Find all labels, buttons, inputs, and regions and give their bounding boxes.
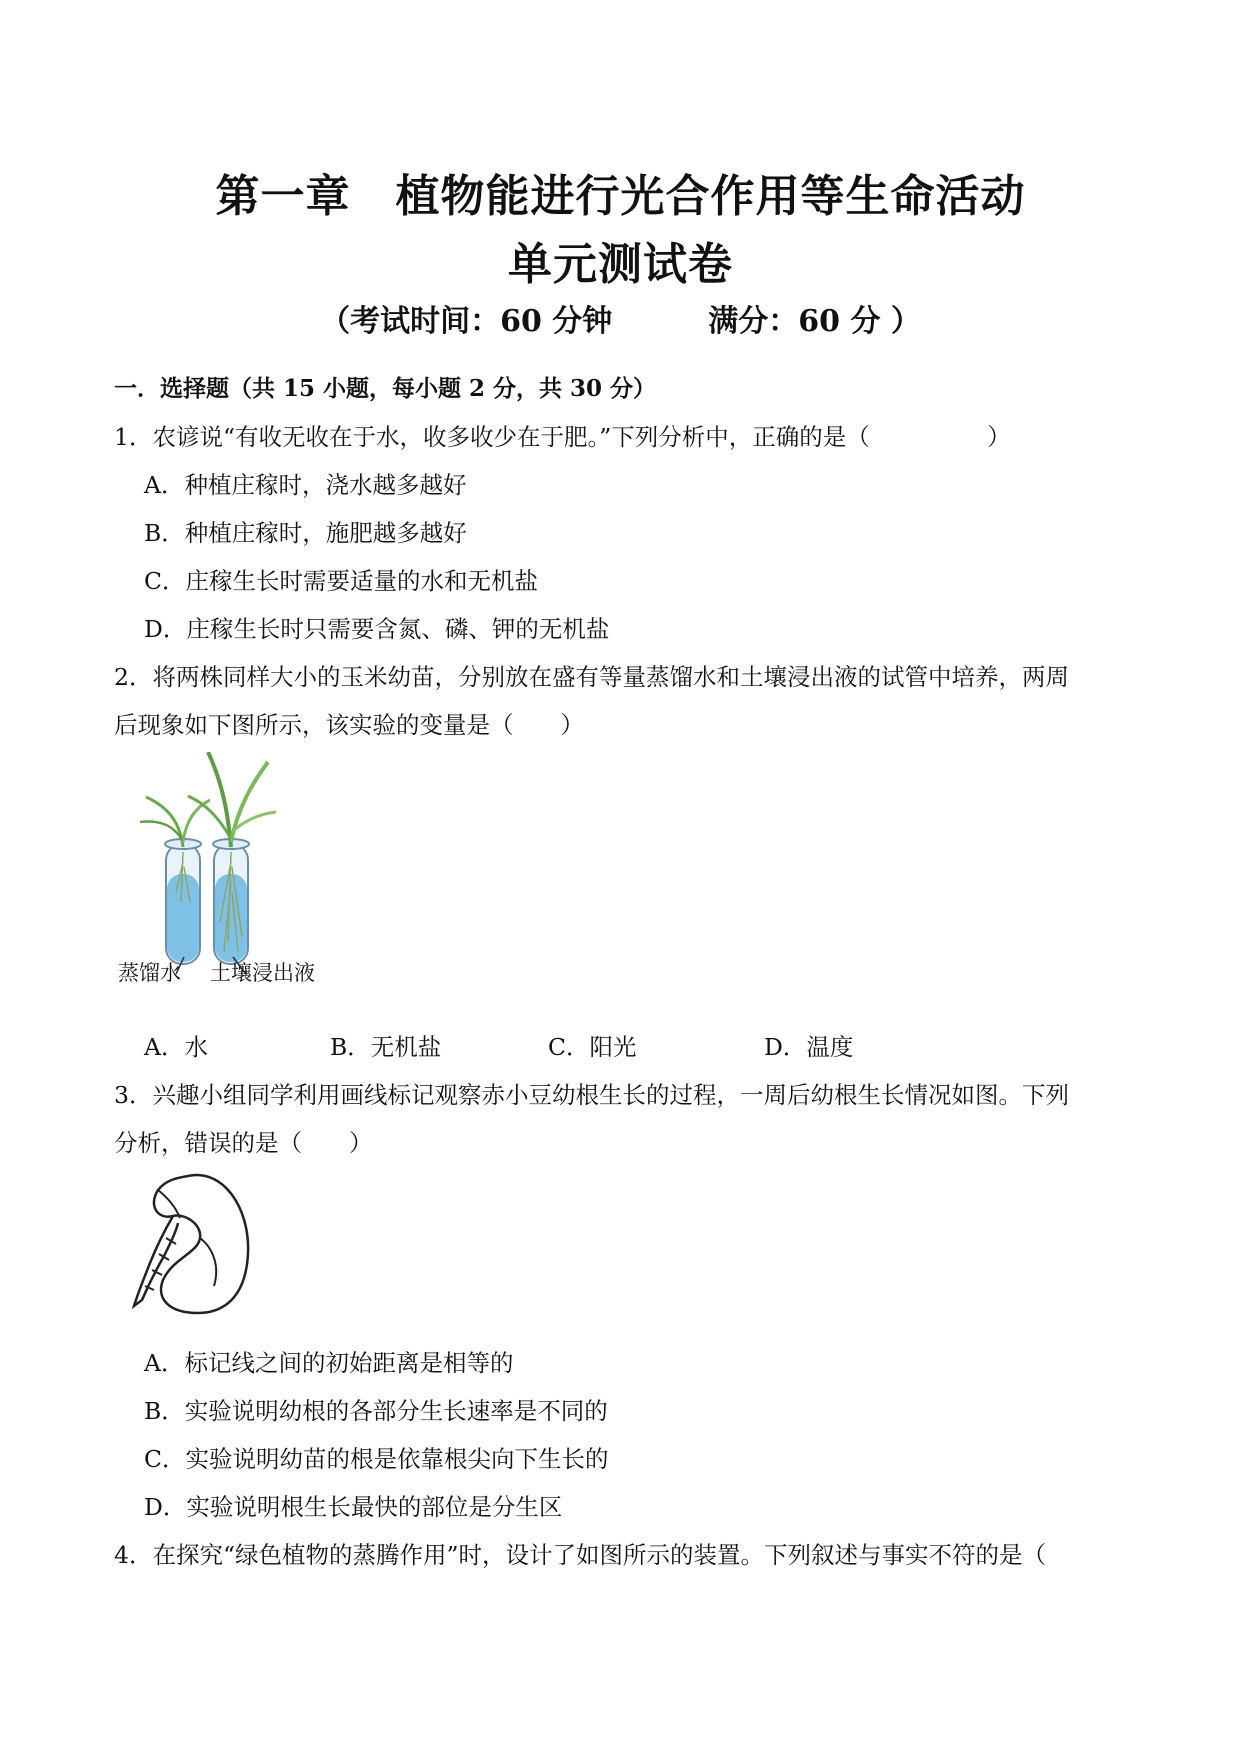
question-3-stem-line1: 3．兴趣小组同学利用画线标记观察赤小豆幼根生长的过程，一周后幼根生长情况如图。下列: [114, 1081, 1069, 1109]
question-1-option-a: A．种植庄稼时，浇水越多越好: [144, 471, 467, 499]
question-1-option-b: B．种植庄稼时，施肥越多越好: [144, 519, 467, 547]
seedling-test-tubes-image: [118, 752, 338, 992]
test-title: 单元测试卷: [508, 239, 733, 290]
question-3-figure: [128, 1168, 258, 1318]
question-1-stem: 1．农谚说“有收无收在于水，收多收少在于肥。”下列分析中，正确的是（ ）: [114, 423, 1011, 451]
question-2-option-d: D．温度: [764, 1033, 854, 1061]
question-3-option-b: B．实验说明幼根的各部分生长速率是不同的: [144, 1397, 608, 1425]
question-2-option-a: A．水: [144, 1033, 208, 1061]
label-soil-extract: 土壤浸出液: [210, 961, 315, 985]
exam-time: （考试时间：60 分钟: [320, 304, 613, 339]
exam-score: 满分：60 分 ）: [708, 304, 921, 339]
question-2-stem-line2: 后现象如下图所示，该实验的变量是（ ）: [114, 711, 584, 739]
question-2-figure: [118, 752, 338, 992]
question-3-option-c: C．实验说明幼苗的根是依靠根尖向下生长的: [144, 1445, 609, 1473]
question-3-option-a: A．标记线之间的初始距离是相等的: [144, 1349, 514, 1377]
question-2-option-c: C．阳光: [548, 1033, 637, 1061]
bean-root-sketch-image: [128, 1168, 258, 1318]
question-3-stem-line2: 分析，错误的是（ ）: [114, 1129, 373, 1157]
question-1-option-c: C．庄稼生长时需要适量的水和无机盐: [144, 567, 538, 595]
question-2-option-b: B．无机盐: [330, 1033, 442, 1061]
chapter-title: 第一章 植物能进行光合作用等生命活动: [215, 171, 1026, 222]
question-3-option-d: D．实验说明根生长最快的部位是分生区: [144, 1493, 563, 1521]
question-4-stem: 4．在探究“绿色植物的蒸腾作用”时，设计了如图所示的装置。下列叙述与事实不符的是（: [114, 1541, 1046, 1569]
question-1-option-d: D．庄稼生长时只需要含氮、磷、钾的无机盐: [144, 615, 610, 643]
label-distilled-water: 蒸馏水: [118, 961, 181, 985]
section-heading: 一．选择题（共 15 小题，每小题 2 分，共 30 分）: [114, 375, 657, 402]
exam-info: [0, 296, 1241, 340]
question-2-stem-line1: 2．将两株同样大小的玉米幼苗，分别放在盛有等量蒸馏水和土壤浸出液的试管中培养，两周: [114, 663, 1069, 691]
